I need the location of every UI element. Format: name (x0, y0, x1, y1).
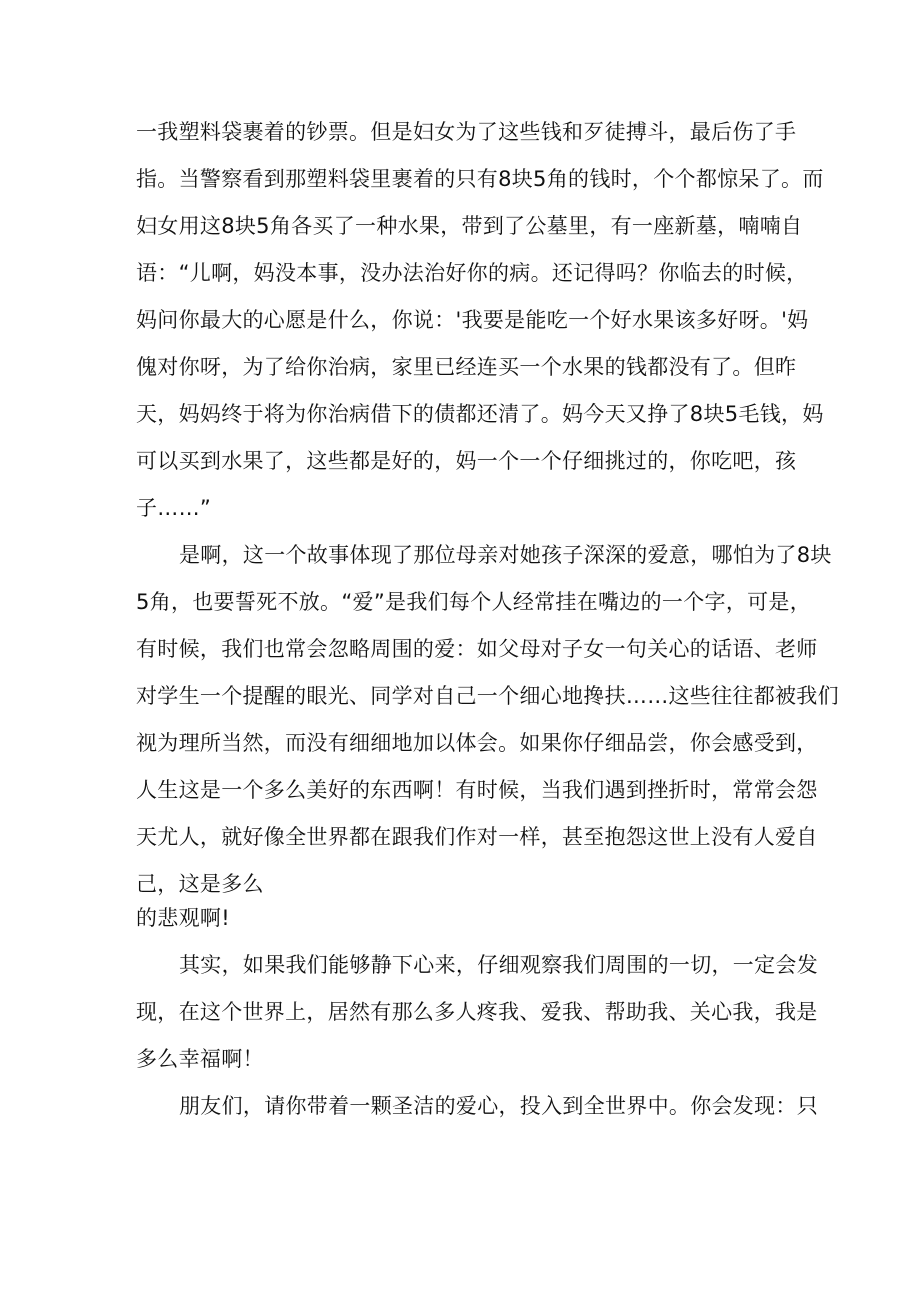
text-line: 天尤人，就好像全世界都在跟我们作对一样，甚至抱怨这世上没有人爱自 (136, 825, 818, 849)
text-line: 妈问你最大的心愿是什么，你说：'我要是能吃一个好水果该多好呀。'妈 (136, 308, 809, 332)
text-line: 有时候，我们也常会忽略周围的爱：如父母对子女一句关心的话语、老师 (136, 637, 818, 661)
text-line: 现，在这个世界上，居然有那么多人疼我、爱我、帮助我、关心我，我是 (136, 1000, 818, 1024)
text-line: 的悲观啊! (136, 906, 230, 930)
paragraph-story-continuation (136, 116, 824, 524)
text-line: 天，妈妈终于将为你治病借下的债都还清了。妈今天又挣了8块5毛钱，妈 (136, 402, 824, 426)
text-line: 视为理所当然，而没有细细地加以体会。如果你仔细品尝，你会感受到， (136, 731, 818, 755)
text-line: 己，这是多么 (136, 872, 264, 896)
text-line: 妇女用这8块5角各买了一种水果，带到了公墓里，有一座新墓，喃喃自 (136, 214, 803, 238)
paragraph-appeal (136, 1090, 818, 1122)
paragraph-reflection (136, 539, 839, 934)
text-line: 语：“儿啊，妈没本事，没办法治好你的病。还记得吗？你临去的时候， (136, 261, 808, 285)
text-line: 指。当警察看到那塑料袋里裹着的只有8块5角的钱时，个个都惊呆了。而 (136, 167, 824, 191)
text-line: 子……” (136, 496, 212, 520)
text-line: 一我塑料袋裹着的钞票。但是妇女为了这些钱和歹徒搏斗，最后伤了手 (136, 120, 797, 144)
text-line: 对学生一个提醒的眼光、同学对自己一个细心地搀扶……这些往往都被我们 (136, 684, 839, 708)
text-line: 多么幸福啊！ (136, 1047, 264, 1071)
text-line: 傀对你呀，为了给你治病，家里已经连买一个水果的钱都没有了。但昨 (136, 355, 797, 379)
text-line: 是啊，这一个故事体现了那位母亲对她孩子深深的爱意，哪怕为了8块 (179, 543, 832, 567)
document-body (136, 116, 839, 1137)
text-line: 可以买到水果了，这些都是好的，妈一个一个仔细挑过的，你吃吧，孩 (136, 449, 797, 473)
text-line: 5角，也要誓死不放。“爱”是我们每个人经常挂在嘴边的一个字，可是， (136, 590, 812, 614)
text-line: 其实，如果我们能够静下心来，仔细观察我们周围的一切，一定会发 (179, 953, 818, 977)
text-line: 朋友们，请你带着一颗圣洁的爱心，投入到全世界中。你会发现：只 (179, 1094, 818, 1118)
text-line: 人生这是一个多么美好的东西啊！有时候，当我们遇到挫折时，常常会怨 (136, 778, 818, 802)
paragraph-realization (136, 949, 818, 1075)
